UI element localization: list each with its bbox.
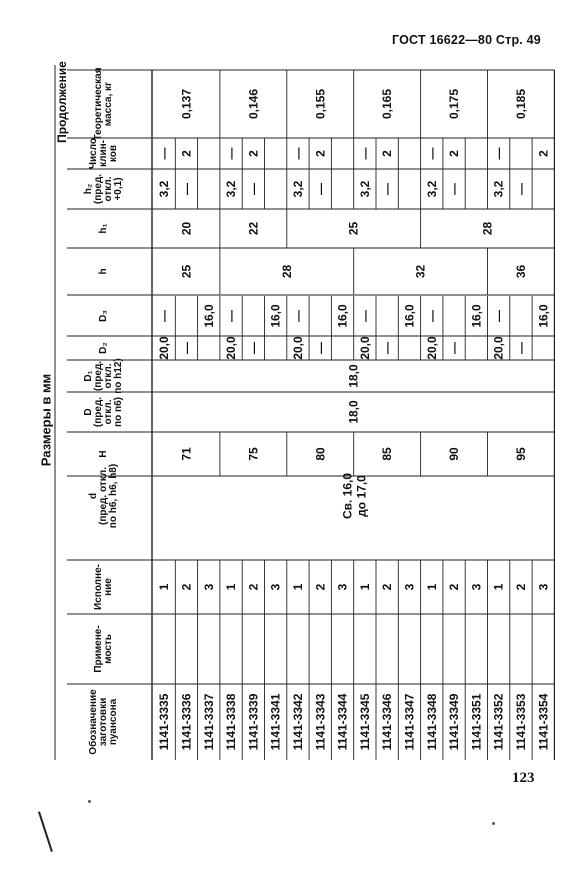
row-variant: 2: [179, 583, 194, 591]
row-D2: —: [246, 342, 261, 354]
column-header-variant: Исполне-: [93, 564, 104, 610]
column-header-D1: D₁: [83, 370, 94, 382]
row-designation: 1141-3351: [469, 693, 484, 751]
scan-dot: [492, 822, 495, 825]
column-header-d: по h6, h6, h8): [108, 463, 119, 529]
scan-dot: [88, 800, 91, 803]
group-h: 32: [413, 264, 428, 279]
column-header-D: D: [83, 408, 94, 416]
row-count: 2: [447, 150, 462, 157]
column-header-designation: пуансона: [108, 698, 119, 746]
row-variant: 3: [402, 583, 417, 591]
row-D3: —: [357, 310, 372, 322]
column-header-d: (пред. откл.: [98, 467, 109, 525]
row-h2: —: [380, 183, 395, 195]
row-variant: 1: [290, 583, 305, 591]
column-header-count: клин-: [98, 140, 109, 167]
group-mass: 0,146: [246, 88, 261, 120]
row-variant: 3: [335, 583, 350, 591]
row-D3: 16,0: [268, 304, 283, 328]
row-designation: 1141-3338: [224, 693, 239, 751]
group-h1: 22: [246, 221, 261, 236]
row-count: —: [491, 147, 506, 160]
row-designation: 1141-3353: [513, 693, 528, 751]
row-D2: 20,0: [424, 336, 439, 360]
continuation-label: Продолжение: [55, 61, 69, 143]
column-header-h1: h₁: [98, 223, 109, 234]
column-header-application: мость: [103, 634, 114, 664]
row-D3: 16,0: [469, 304, 484, 328]
page-header: ГОСТ 16622—80 Стр. 49: [392, 33, 541, 47]
row-variant: 3: [201, 583, 216, 591]
column-header-h2: (пред.: [93, 173, 104, 205]
row-count: 2: [313, 150, 328, 157]
row-D3: —: [424, 310, 439, 322]
column-header-mass: Теоретическая: [93, 67, 104, 141]
row-designation: 1141-3342: [290, 693, 305, 751]
group-mass: 0,155: [313, 88, 328, 120]
row-h2: 3,2: [357, 180, 372, 198]
column-header-h2: h₂: [83, 183, 94, 195]
column-header-count: ков: [108, 144, 119, 163]
row-h2: —: [313, 183, 328, 195]
row-count: —: [357, 147, 372, 160]
row-variant: 2: [447, 583, 462, 591]
row-designation: 1141-3343: [313, 693, 328, 751]
column-header-D1: (пред.: [93, 360, 104, 392]
row-variant: 2: [313, 583, 328, 591]
row-count: 2: [380, 150, 395, 157]
row-designation: 1141-3349: [447, 693, 462, 751]
row-count: 2: [179, 150, 194, 157]
row-designation: 1141-3347: [402, 693, 417, 751]
column-header-h: h: [98, 268, 109, 275]
row-designation: 1141-3335: [157, 693, 172, 751]
D-value: 18,0: [346, 400, 361, 424]
d-range: Св. 16,0: [340, 472, 355, 520]
row-D3: 16,0: [402, 304, 417, 328]
column-header-D3: D₃: [98, 310, 109, 322]
column-header-mass: масса, кг: [103, 81, 114, 127]
row-h2: —: [447, 183, 462, 195]
column-header-D: (пред.: [93, 396, 104, 428]
row-h2: 3,2: [290, 180, 305, 198]
column-header-D1: откл.: [103, 363, 114, 389]
row-D3: 16,0: [201, 304, 216, 328]
row-D3: —: [290, 310, 305, 322]
row-designation: 1141-3346: [380, 693, 395, 751]
group-H: 75: [246, 447, 261, 461]
row-D2: —: [179, 342, 194, 354]
row-count: —: [290, 147, 305, 160]
row-D2: —: [380, 342, 395, 354]
column-header-D2: D₂: [98, 342, 109, 354]
row-h2: 3,2: [424, 180, 439, 198]
row-D3: 16,0: [536, 304, 551, 328]
group-H: 90: [447, 447, 462, 461]
row-D2: 20,0: [491, 336, 506, 360]
row-D2: 20,0: [357, 336, 372, 360]
row-variant: 1: [357, 583, 372, 591]
row-D2: —: [513, 342, 528, 354]
row-h2: 3,2: [224, 180, 239, 198]
group-h1: 20: [179, 221, 194, 236]
column-header-D1: по h12): [113, 358, 124, 394]
group-h: 28: [279, 264, 294, 279]
row-D2: 20,0: [157, 336, 172, 360]
row-variant: 3: [536, 583, 551, 591]
row-variant: 1: [224, 583, 239, 591]
column-header-H: H: [98, 450, 109, 458]
row-count: —: [424, 147, 439, 160]
row-designation: 1141-3339: [246, 693, 261, 751]
group-mass: 0,165: [380, 88, 395, 120]
row-variant: 2: [246, 583, 261, 591]
row-variant: 2: [380, 583, 395, 591]
group-h1: 25: [346, 221, 361, 236]
D1-value: 18,0: [346, 364, 361, 388]
group-h: 25: [179, 264, 194, 279]
row-h2: 3,2: [157, 180, 172, 198]
group-H: 80: [313, 447, 328, 461]
row-variant: 2: [513, 583, 528, 591]
row-D2: —: [447, 342, 462, 354]
row-variant: 3: [268, 583, 283, 591]
row-designation: 1141-3345: [357, 693, 372, 751]
group-H: 95: [513, 447, 528, 461]
row-h2: —: [513, 183, 528, 195]
sizes-caption: Размеры в мм: [38, 373, 54, 467]
row-designation: 1141-3352: [491, 693, 506, 751]
row-D3: —: [157, 310, 172, 322]
group-h: 36: [513, 264, 528, 279]
group-mass: 0,185: [513, 88, 528, 120]
row-h2: —: [246, 183, 261, 195]
group-mass: 0,137: [179, 88, 194, 120]
row-variant: 1: [157, 583, 172, 591]
row-variant: 1: [491, 583, 506, 591]
column-header-designation: Обозначение: [88, 689, 99, 755]
row-h2: 3,2: [491, 180, 506, 198]
row-designation: 1141-3348: [424, 693, 439, 751]
row-D3: —: [224, 310, 239, 322]
row-D2: —: [313, 342, 328, 354]
row-designation: 1141-3341: [268, 693, 283, 751]
column-header-h2: откл.: [103, 176, 114, 202]
page-number: 123: [512, 770, 535, 786]
column-header-d: d: [88, 492, 99, 500]
row-count: —: [157, 147, 172, 160]
row-D2: 20,0: [290, 336, 305, 360]
column-header-application: Примене-: [93, 625, 104, 673]
row-designation: 1141-3337: [201, 693, 216, 751]
row-variant: 3: [469, 583, 484, 591]
column-header-D: откл.: [103, 399, 114, 425]
column-header-count: Число: [88, 137, 99, 170]
row-designation: 1141-3336: [179, 693, 194, 751]
group-H: 85: [380, 447, 395, 461]
column-header-D: по n6): [113, 397, 124, 427]
row-D3: 16,0: [335, 304, 350, 328]
group-H: 71: [179, 447, 194, 461]
group-mass: 0,175: [447, 88, 462, 120]
group-h1: 28: [480, 221, 495, 236]
column-header-designation: заготовки: [98, 697, 109, 747]
row-designation: 1141-3354: [536, 693, 551, 751]
row-D3: —: [491, 310, 506, 322]
row-D2: 20,0: [224, 336, 239, 360]
column-header-variant: ние: [103, 578, 114, 596]
column-header-h2: +0,1): [113, 177, 124, 201]
row-count: 2: [536, 150, 551, 157]
row-count: 2: [246, 150, 261, 157]
row-h2: —: [179, 183, 194, 195]
row-variant: 1: [424, 583, 439, 591]
row-count: —: [224, 147, 239, 160]
d-range: до 17,0: [354, 475, 369, 517]
row-designation: 1141-3344: [335, 693, 350, 751]
